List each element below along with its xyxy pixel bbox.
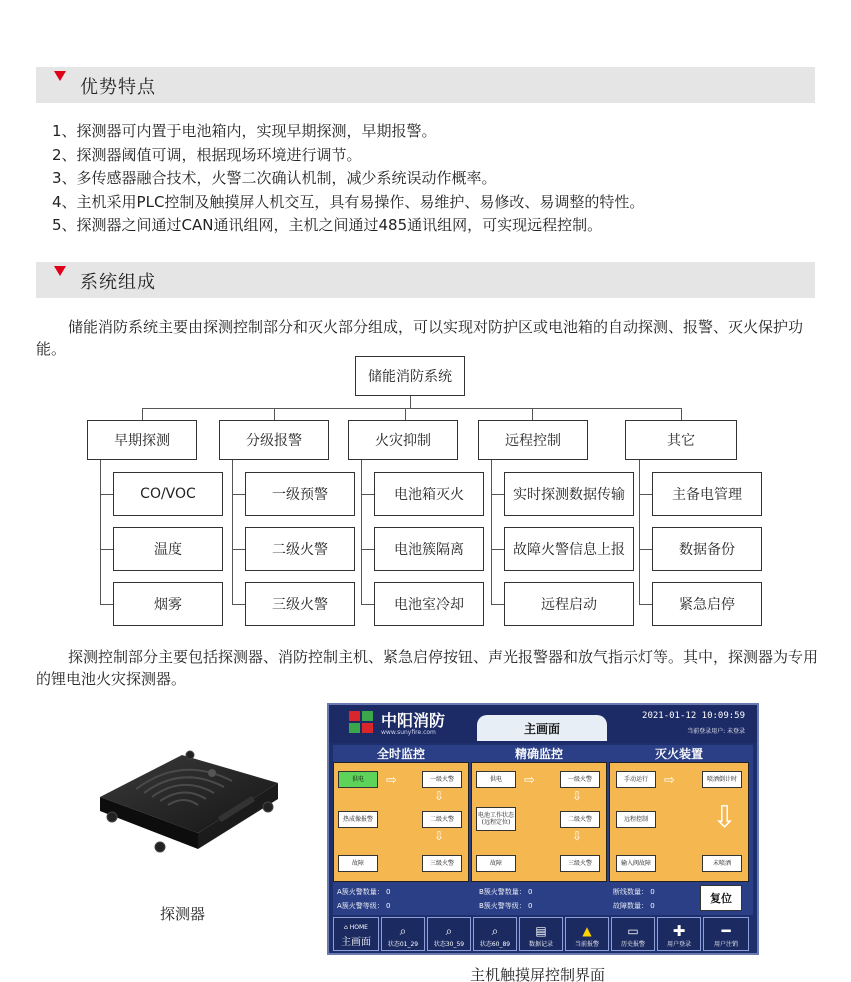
arrow-down-icon: ⇩ <box>712 800 738 835</box>
tree-leaf: 实时探测数据传输 <box>504 472 634 516</box>
arrow-down-icon: ⇩ <box>572 789 583 803</box>
section-title: 系统组成 <box>80 272 156 293</box>
manual-run[interactable]: 手动运行 <box>616 771 656 788</box>
tree-leaf: 温度 <box>113 527 223 571</box>
nav-status-30-59-button[interactable]: ⌕ 状态30_59 <box>427 917 471 951</box>
arrow-right-icon: ⇨ <box>524 773 535 788</box>
disconnect-count: 断线数量： 0 <box>613 888 655 896</box>
plus-icon: ✚ <box>672 922 686 940</box>
spray-countdown[interactable]: 喷洒倒计时 <box>702 771 742 788</box>
fault-indicator[interactable]: 故障 <box>476 855 516 872</box>
list-item: 2、探测器阈值可调，根据现场环境进行调节。 <box>52 145 362 164</box>
warning-icon: ▲ <box>582 924 592 938</box>
datetime: 2021-01-12 10:09:59 <box>642 711 745 721</box>
b-cluster-level: B簇火警等级： 0 <box>479 902 533 910</box>
section-header-advantages <box>36 67 815 103</box>
home-icon: ⌂ HOME <box>344 924 368 931</box>
list-item: 3、多传感器融合技术，火警二次确认机制，减少系统误动作概率。 <box>52 169 497 187</box>
reset-button[interactable]: 复位 <box>700 885 742 911</box>
nav-current-alarm-button[interactable]: ▲ 当前报警 <box>565 917 609 951</box>
panel-title: 全时监控 <box>376 747 425 761</box>
composition-intro: 储能消防系统主要由探测控制部分和灭火部分组成，可以实现对防护区或电池箱的自动探测、报警、灭火保护功能。 <box>36 318 804 358</box>
alarm-level3[interactable]: 三级火警 <box>422 855 462 872</box>
tree-leaf: 紧急启停 <box>652 582 762 626</box>
tree-root: 储能消防系统 <box>355 356 465 396</box>
red-triangle-icon <box>54 266 66 276</box>
arrow-right-icon: ⇨ <box>386 773 397 788</box>
list-item: 5、探测器之间通过CAN通讯组网，主机之间通过485通讯组网，可实现远程控制。 <box>52 216 603 234</box>
brand-logo-icon <box>349 711 375 735</box>
a-cluster-count: A簇火警数量： 0 <box>337 888 391 896</box>
power-indicator[interactable]: 供电 <box>476 771 516 788</box>
tree-category: 其它 <box>625 420 737 460</box>
nav-history-alarm-button[interactable]: ▭ 历史报警 <box>611 917 655 951</box>
battery-status[interactable]: 电池工作状态(远程定位) <box>476 807 516 831</box>
tree-category: 分级报警 <box>219 420 329 460</box>
hmi-caption: 主机触摸屏控制界面 <box>470 966 606 982</box>
tree-leaf: 一级预警 <box>245 472 355 516</box>
alarm-level2[interactable]: 二级火警 <box>560 811 600 828</box>
remote-control[interactable]: 远程控制 <box>616 811 656 828</box>
section-header-composition <box>36 262 815 298</box>
alarm-level1[interactable]: 一级火警 <box>560 771 600 788</box>
valve-fault[interactable]: 输入阀故障 <box>616 855 656 872</box>
chart-icon: ▤ <box>535 924 547 938</box>
tree-leaf: 主备电管理 <box>652 472 762 516</box>
tree-leaf: 三级火警 <box>245 582 355 626</box>
tree-leaf: 电池箱灭火 <box>374 472 484 516</box>
nav-user-login-button[interactable]: ✚ 用户登录 <box>657 917 701 951</box>
hmi-main-area <box>333 745 753 915</box>
arrow-down-icon: ⇩ <box>434 829 445 843</box>
hmi-screen <box>327 703 759 955</box>
tree-category: 早期探测 <box>87 420 197 460</box>
advantages-list <box>52 120 644 238</box>
tree-leaf: 烟雾 <box>113 582 223 626</box>
panel-extinguisher <box>609 762 749 882</box>
tree-leaf: 远程启动 <box>504 582 634 626</box>
tree-leaf: 电池室冷却 <box>374 582 484 626</box>
tree-leaf: CO/VOC <box>113 472 223 516</box>
list-item: 4、主机采用PLC控制及触摸屏人机交互，具有易操作、易维护、易修改、易调整的特性。 <box>52 192 645 211</box>
search-icon: ⌕ <box>491 924 499 938</box>
nav-status-60-89-button[interactable]: ⌕ 状态60_89 <box>473 917 517 951</box>
brand-url: www.sunyfire.com <box>381 729 436 736</box>
tree-leaf: 二级火警 <box>245 527 355 571</box>
hmi-header <box>329 705 757 743</box>
not-sprayed[interactable]: 未喷洒 <box>702 855 742 872</box>
fault-indicator[interactable]: 故障 <box>338 855 378 872</box>
nav-user-logout-button[interactable]: ━ 用户注销 <box>703 917 749 951</box>
b-cluster-count: B簇火警数量： 0 <box>479 888 533 896</box>
panel-title: 灭火装置 <box>654 747 703 761</box>
alarm-level2[interactable]: 二级火警 <box>422 811 462 828</box>
thermal-alarm[interactable]: 热成像报警 <box>338 811 378 828</box>
arrow-down-icon: ⇩ <box>572 829 583 843</box>
alarm-level1[interactable]: 一级火警 <box>422 771 462 788</box>
panel-precise <box>471 762 607 882</box>
arrow-down-icon: ⇩ <box>434 789 445 803</box>
minus-icon: ━ <box>721 922 731 940</box>
panel-fulltime <box>333 762 469 882</box>
brand-name: 中阳消防 <box>381 711 446 730</box>
red-triangle-icon <box>54 71 66 81</box>
tree-leaf: 故障火警信息上报 <box>504 527 634 571</box>
nav-data-record-button[interactable]: ▤ 数据记录 <box>519 917 563 951</box>
a-cluster-level: A簇火警等级： 0 <box>337 902 391 910</box>
list-item: 1、探测器可内置于电池箱内，实现早期探测，早期报警。 <box>52 122 437 140</box>
hmi-nav-bar <box>333 917 753 951</box>
tab-main[interactable]: 主画面 <box>477 715 607 741</box>
search-icon: ⌕ <box>399 924 407 938</box>
tree-category: 远程控制 <box>478 420 588 460</box>
nav-status-01-29-button[interactable]: ⌕ 状态01_29 <box>381 917 425 951</box>
panel-title: 精确监控 <box>514 747 563 761</box>
tree-leaf: 电池簇隔离 <box>374 527 484 571</box>
section-title: 优势特点 <box>80 77 156 98</box>
history-icon: ▭ <box>627 924 639 938</box>
power-indicator[interactable]: 供电 <box>338 771 378 788</box>
fault-count: 故障数量： 0 <box>613 902 655 910</box>
search-icon: ⌕ <box>445 924 453 938</box>
arrow-right-icon: ⇨ <box>664 773 675 788</box>
detector-image <box>90 735 290 865</box>
alarm-level3[interactable]: 三级火警 <box>560 855 600 872</box>
detection-intro: 探测控制部分主要包括探测器、消防控制主机、紧急启停按钮、声光报警器和放气指示灯等。其中，探测器为专用的锂电池火灾探测器。 <box>36 648 819 688</box>
tree-category: 火灾抑制 <box>348 420 458 460</box>
nav-home-button[interactable]: ⌂ HOME 主画面 <box>333 917 379 951</box>
detector-caption: 探测器 <box>160 905 206 923</box>
tree-leaf: 数据备份 <box>652 527 762 571</box>
login-status: 当前登录用户: 未登录 <box>687 728 745 735</box>
